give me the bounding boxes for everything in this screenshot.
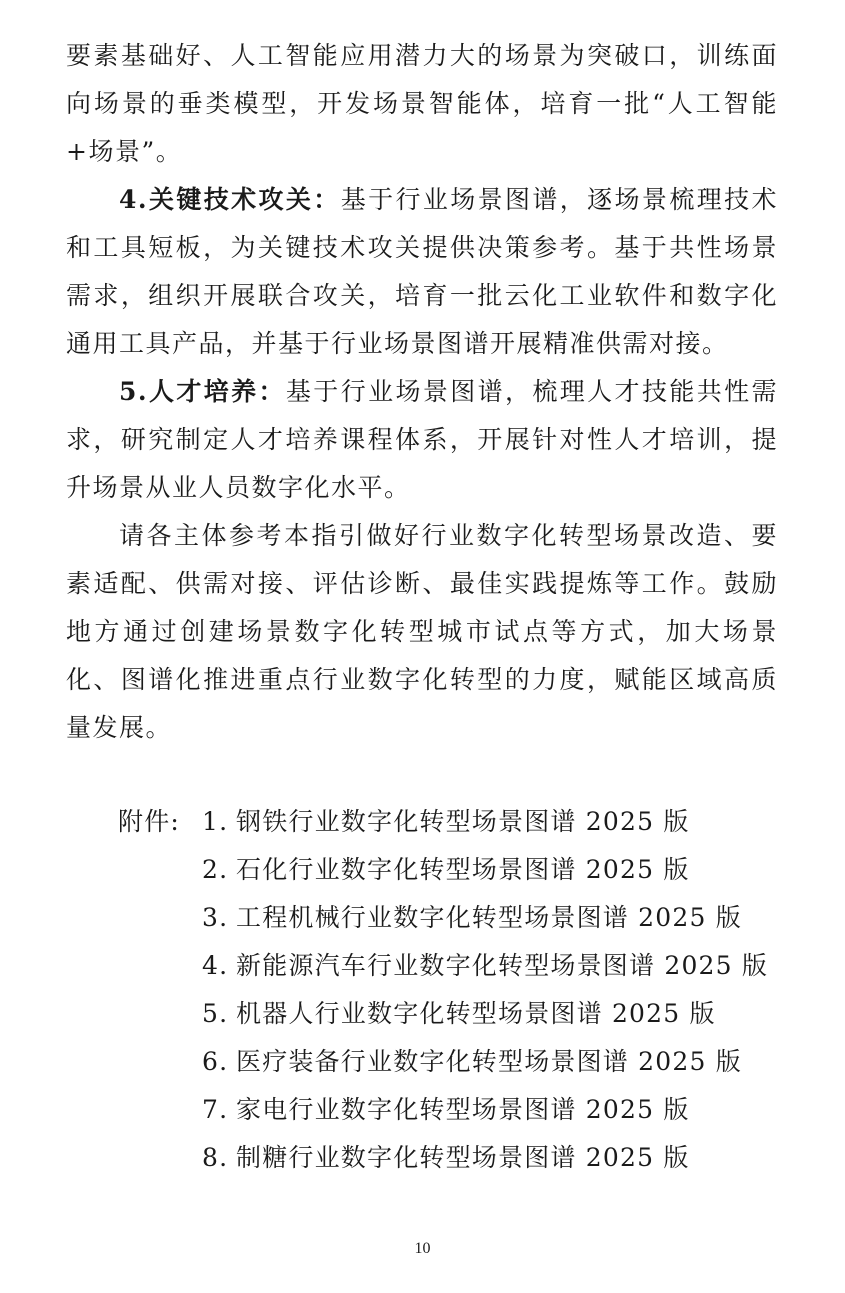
attachment-number: 5.	[202, 999, 229, 1028]
paragraph-closing	[66, 512, 778, 752]
attachment-item	[118, 894, 798, 942]
attachment-spacer	[118, 1038, 202, 1086]
attachment-spacer	[118, 942, 202, 990]
attachment-item	[118, 942, 798, 990]
attachment-number: 3.	[202, 903, 229, 932]
attachment-number: 1.	[202, 807, 229, 836]
attachment-number: 6.	[202, 1047, 229, 1076]
attachment-number: 4.	[202, 951, 229, 980]
attachment-item	[118, 990, 798, 1038]
attachment-item	[118, 1086, 798, 1134]
attachment-item	[118, 1134, 798, 1182]
page-number: 10	[414, 1240, 431, 1257]
attachments-label: 附件:	[118, 807, 181, 836]
paragraph-key-tech	[66, 176, 778, 368]
attachment-spacer	[118, 846, 202, 894]
attachment-title: 钢铁行业数字化转型场景图谱 2025 版	[236, 807, 690, 836]
attachment-title: 新能源汽车行业数字化转型场景图谱 2025 版	[236, 951, 769, 980]
attachment-item	[118, 1038, 798, 1086]
attachment-title: 机器人行业数字化转型场景图谱 2025 版	[236, 999, 716, 1028]
attachment-spacer	[118, 1134, 202, 1182]
attachment-title: 制糖行业数字化转型场景图谱 2025 版	[236, 1143, 690, 1172]
attachment-number: 2.	[202, 855, 229, 884]
attachments-list	[118, 798, 798, 1182]
paragraph-talent	[66, 368, 778, 512]
paragraph-text: 要素基础好、人工智能应用潜力大的场景为突破口，训练面向场景的垂类模型，开发场景智能体，培育一批“人工智能+场景”。	[66, 41, 778, 166]
paragraph-text: 请各主体参考本指引做好行业数字化转型场景改造、要素适配、供需对接、评估诊断、最佳实践提炼等工作。鼓励地方通过创建场景数字化转型城市试点等方式，加大场景化、图谱化推进重点行业数字化转型的力度，赋能区域高质量发展。	[66, 521, 778, 742]
attachment-title: 家电行业数字化转型场景图谱 2025 版	[236, 1095, 690, 1124]
attachment-title: 医疗装备行业数字化转型场景图谱 2025 版	[236, 1047, 742, 1076]
paragraph-text: 基于行业场景图谱，梳理人才技能共性需求，研究制定人才培养课程体系，开展针对性人才培训，提升场景从业人员数字化水平。	[66, 377, 778, 502]
attachment-number: 7.	[202, 1095, 229, 1124]
attachment-spacer	[118, 990, 202, 1038]
attachment-spacer	[118, 1086, 202, 1134]
attachment-spacer	[118, 894, 202, 942]
attachment-item	[118, 846, 798, 894]
attachment-title: 工程机械行业数字化转型场景图谱 2025 版	[236, 903, 742, 932]
paragraph-heading: 5.人才培养：	[119, 377, 286, 406]
attachment-item	[118, 798, 798, 846]
paragraph-continuation	[66, 32, 778, 176]
body-text	[66, 32, 778, 752]
paragraph-heading: 4.关键技术攻关：	[119, 185, 341, 214]
attachment-title: 石化行业数字化转型场景图谱 2025 版	[236, 855, 690, 884]
paragraph-text: 基于行业场景图谱，逐场景梳理技术和工具短板，为关键技术攻关提供决策参考。基于共性场景需求，组织开展联合攻关，培育一批云化工业软件和数字化通用工具产品，并基于行业场景图谱开展精准供需对接。	[66, 185, 778, 358]
attachment-number: 8.	[202, 1143, 229, 1172]
